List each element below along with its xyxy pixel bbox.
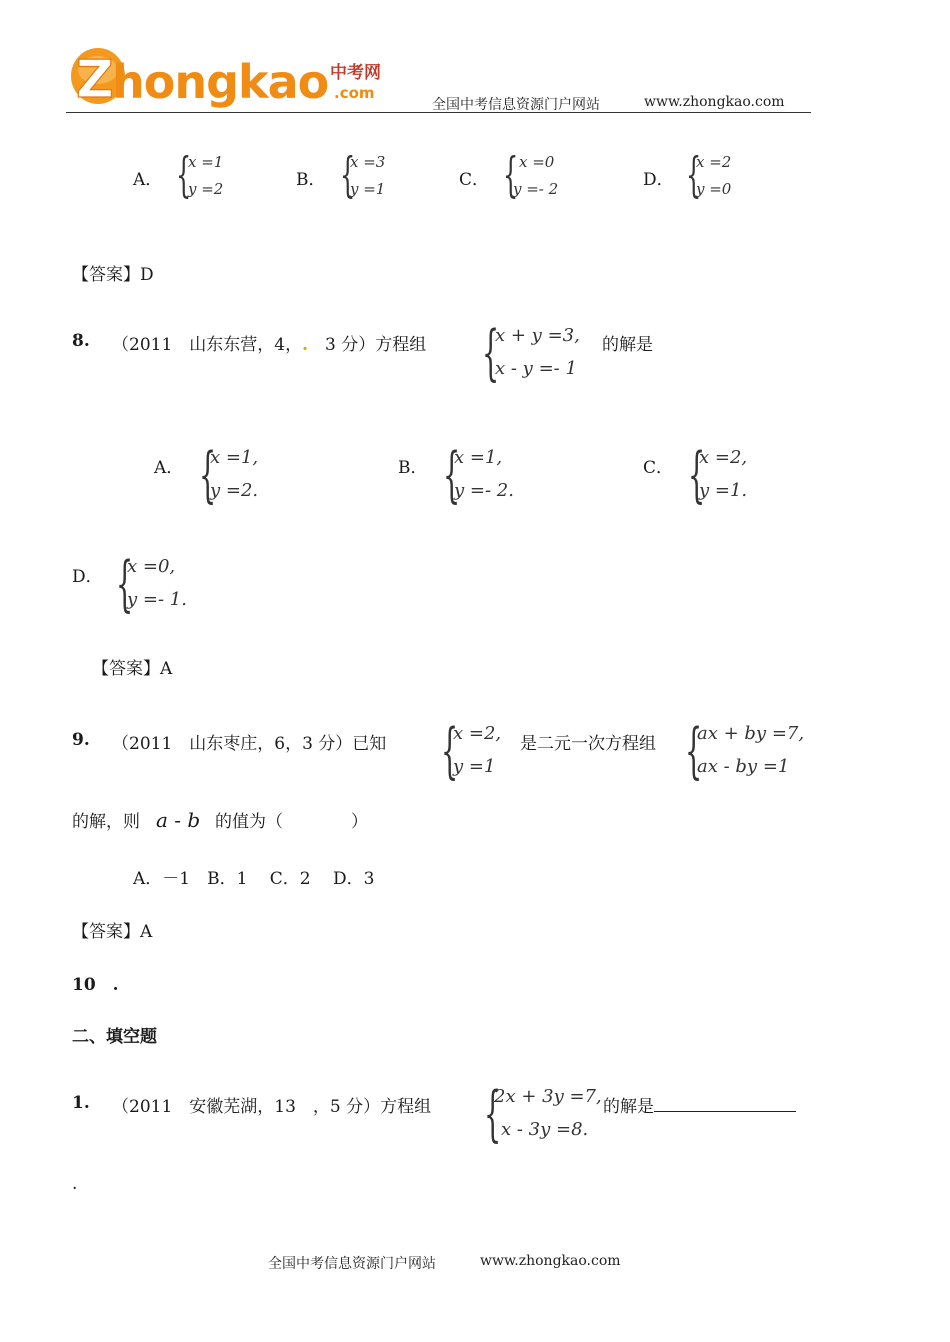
q7-option-c-system [503, 147, 583, 206]
brace-icon: { [686, 147, 702, 203]
answer-blank[interactable] [654, 1097, 796, 1112]
q7-option-label: C． [459, 170, 490, 190]
q9-line2-suffix: 的值为（ ） [215, 812, 368, 832]
equation-line: y =1. [699, 480, 748, 501]
equation-line: x =0, [127, 556, 176, 577]
equation-line: ax + by =7, [697, 723, 805, 744]
footer-site-name: 全国中考信息资源门户网站 [268, 1256, 436, 1272]
equation-line: x =0 [519, 153, 555, 171]
q9-answer: 【答案】A [72, 922, 153, 942]
section-title: 二、填空题 [72, 1027, 157, 1047]
q7-option-label: D． [643, 170, 674, 190]
q9-number: 9. [72, 730, 90, 750]
equation-line: x =1, [210, 447, 259, 468]
q9-line2-text: 的解，则 [72, 812, 140, 832]
equation-line: x - y =- 1 [495, 358, 577, 379]
equation-line: y =- 1. [127, 589, 187, 610]
q9-expression: a - b [156, 808, 201, 832]
q8-option-label: C． [643, 458, 674, 478]
q7-option-label: B． [296, 170, 326, 190]
brace-icon: { [503, 147, 519, 203]
q9-equation-system [685, 716, 815, 786]
orange-dot: . [302, 335, 309, 355]
brace-icon: { [340, 147, 356, 203]
header-url: www.zhongkao.com [644, 94, 785, 110]
q9-source: （2011 山东枣庄，6，3 分）已知 [112, 734, 387, 754]
q9-middle-text: 是二元一次方程组 [520, 734, 656, 754]
q7-option-a-system [176, 147, 246, 206]
q7-option-b-system [340, 147, 410, 206]
fill1-equation-system [484, 1079, 604, 1149]
equation-line: x =2, [453, 723, 502, 744]
equation-line: y =- 2. [454, 480, 514, 501]
q7-option-d-system [686, 147, 756, 206]
q7-answer: 【答案】D [72, 265, 154, 285]
brace-icon: { [116, 549, 134, 619]
header-site-name: 全国中考信息资源门户网站 [432, 97, 600, 113]
brace-icon: { [443, 440, 461, 510]
brace-icon: { [688, 440, 706, 510]
svg-text:.com: .com [334, 84, 375, 102]
q8-option-c-system [688, 440, 768, 510]
equation-line: x + y =3, [495, 325, 580, 346]
equation-line: x =2 [696, 153, 732, 171]
q8-option-b-system [443, 440, 533, 510]
q8-option-a-system [199, 440, 279, 510]
brace-icon: { [685, 716, 703, 786]
q8-option-label: A． [154, 458, 184, 478]
q7-option-label: A． [133, 170, 163, 190]
equation-line: y =2. [210, 480, 259, 501]
equation-line: x =2, [699, 447, 748, 468]
q8-option-d-system [116, 549, 206, 619]
equation-line: y =2 [188, 180, 224, 198]
equation-line: x =1, [454, 447, 503, 468]
footer-url: www.zhongkao.com [480, 1253, 621, 1269]
fill1-number: 1. [72, 1093, 90, 1113]
equation-line: ax - by =1 [697, 756, 790, 777]
q8-option-label: D． [72, 567, 103, 587]
fill1-source: （2011 安徽芜湖，13 ，5 分）方程组 [112, 1097, 432, 1117]
fill1-suffix: 的解是 [603, 1092, 796, 1117]
fill1-trailing: . [72, 1174, 78, 1194]
q9-solution-system [441, 716, 521, 786]
equation-line: y =1 [453, 756, 496, 777]
q8-source: （2011 山东东营，4，. 3 分）方程组 [112, 335, 427, 355]
equation-line: x - 3y =8. [501, 1119, 589, 1140]
q8-equation-system [482, 318, 592, 388]
zhongkao-logo [68, 40, 398, 112]
q10-number: 10 . [72, 975, 119, 995]
svg-text:hongkao: hongkao [112, 55, 329, 109]
equation-line: x =3 [350, 153, 386, 171]
q8-number: 8. [72, 331, 90, 351]
equation-line: 2x + 3y =7, [494, 1086, 602, 1107]
q8-option-label: B． [398, 458, 428, 478]
brace-icon: { [199, 440, 217, 510]
header-divider [66, 112, 811, 113]
q8-answer: 【答案】A [92, 659, 173, 679]
equation-line: y =0 [696, 180, 732, 198]
q9-choices: A．－1 B．1 C．2 D．3 [133, 869, 375, 889]
equation-line: y =1 [350, 180, 386, 198]
q8-suffix: 的解是 [602, 335, 653, 355]
svg-text:Z: Z [76, 50, 114, 110]
brace-icon: { [484, 1079, 502, 1149]
svg-text:中考网: 中考网 [330, 63, 381, 83]
equation-line: x =1 [188, 153, 224, 171]
brace-icon: { [482, 318, 500, 388]
brace-icon: { [441, 716, 459, 786]
equation-line: y =- 2 [513, 180, 559, 198]
brace-icon: { [176, 147, 192, 203]
